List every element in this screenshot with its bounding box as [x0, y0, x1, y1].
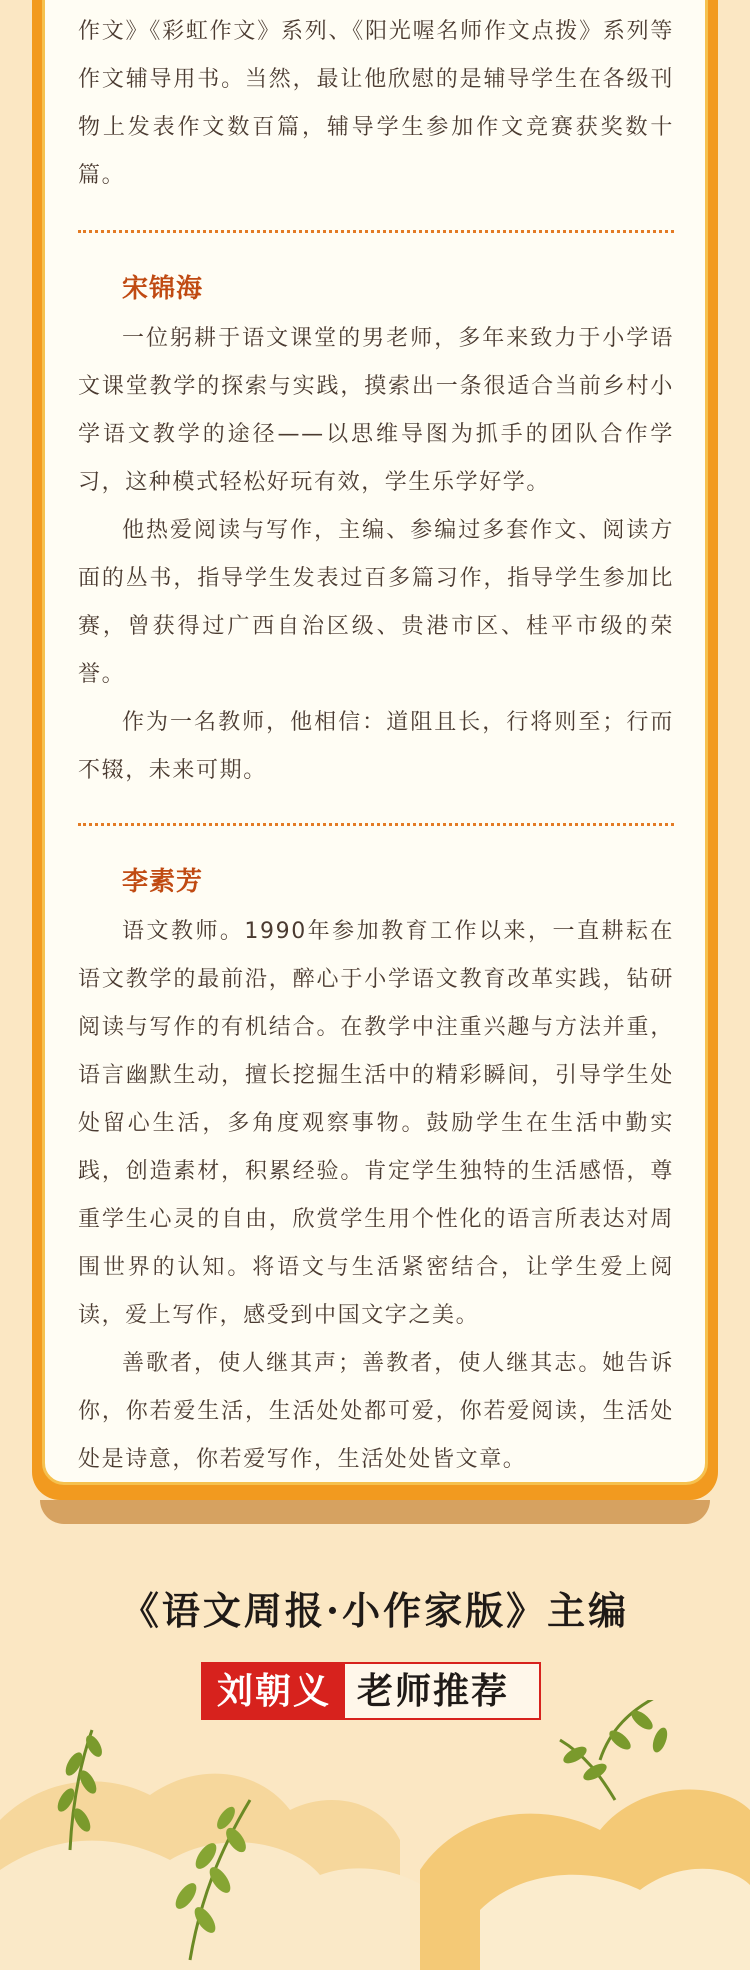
- cloud-icon: [0, 1774, 750, 1970]
- teacher-paragraph: 作为一名教师，他相信：道阻且长，行将则至；行而不辍，未来可期。: [78, 710, 674, 783]
- card-content: [78, 0, 674, 1484]
- teacher-name: 宋锦海: [122, 274, 204, 304]
- teacher-paragraph: 他热爱阅读与写作，主编、参编过多套作文、阅读方面的丛书，指导学生发表过百多篇习作，指导学生参加比赛，曾获得过广西自治区级、贵港市区、桂平市级的荣誉。: [78, 518, 674, 687]
- badge-name: 刘朝义: [203, 1664, 345, 1718]
- intro-text: 作文》《彩虹作文》系列、《阳光喔名师作文点拨》系列等作文辅导用书。当然，最让他欣慰的是辅导学生在各级刊物上发表作文数百篇，辅导学生参加作文竞赛获奖数十篇。: [78, 19, 674, 188]
- teacher-name: 李素芳: [122, 867, 204, 897]
- section-divider: [78, 230, 674, 233]
- teacher-paragraph: 善歌者，使人继其声；善教者，使人继其志。她告诉你，你若爱生活，生活处处都可爱，你若爱阅读，生活处处是诗意，你若爱写作，生活处处皆文章。: [78, 1351, 674, 1472]
- section-divider: [78, 823, 674, 826]
- leaf-sprig-icon: [560, 1700, 670, 1800]
- cloud-leaf-decoration: [0, 1700, 750, 1970]
- footer-title: 《语文周报·小作家版》主编: [120, 1588, 630, 1633]
- teacher-paragraph: 语文教师。1990年参加教育工作以来，一直耕耘在语文教学的最前沿，醉心于小学语文教育改革实践，钻研阅读与写作的有机结合。在教学中注重兴趣与方法并重，语言幽默生动，擅长挖掘生活中的精彩瞬间，引导学生处处留心生活，多角度观察事物。鼓励学生在生活中勤实践，创造素材，积累经验。肯定学生独特的生活感悟，尊重学生心灵的自由，欣赏学生用个性化的语言所表达对周围世界的认知。将语文与生活紧密结合，让学生爱上阅读，爱上写作，感受到中国文字之美。: [78, 919, 674, 1328]
- card-shadow: [40, 1500, 710, 1524]
- badge-text: 老师推荐: [357, 1670, 510, 1712]
- teacher-paragraph: 一位躬耕于语文课堂的男老师，多年来致力于小学语文课堂教学的探索与实践，摸索出一条很适合当前乡村小学语文教学的途径——以思维导图为抓手的团队合作学习，这种模式轻松好玩有效，学生乐学好学。: [78, 326, 674, 495]
